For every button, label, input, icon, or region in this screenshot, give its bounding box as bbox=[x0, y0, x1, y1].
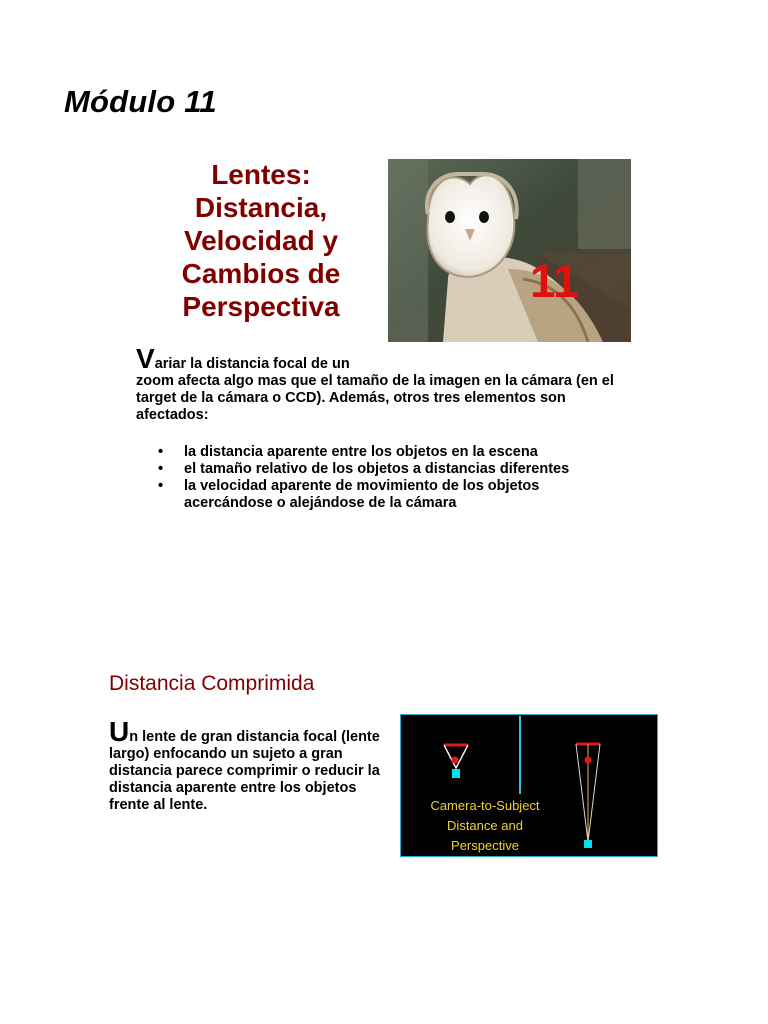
lesson-heading bbox=[162, 158, 360, 323]
section-text: n lente de gran distancia focal (lente largo) enfocando un sujeto a gran distancia parece comprimir o reducir la distancia aparente entre los objetos frente al lente. bbox=[109, 729, 380, 813]
heading-line: Velocidad y bbox=[183, 225, 339, 256]
heading-line: Lentes: bbox=[211, 159, 311, 190]
diagram-caption-line: Distance and bbox=[447, 818, 523, 833]
list-item: • la distancia aparente entre los objetos en la escena bbox=[156, 444, 616, 461]
heading-line: Perspectiva bbox=[182, 291, 340, 322]
intro-first-text: ariar la distancia focal de un bbox=[154, 356, 350, 372]
list-item: • el tamaño relativo de los objetos a distancias diferentes bbox=[156, 461, 616, 478]
heading-line: Cambios de bbox=[181, 258, 341, 289]
dropcap: V bbox=[136, 343, 155, 374]
module-title: Módulo 11 bbox=[64, 84, 217, 119]
diagram-caption-line: Camera-to-Subject bbox=[430, 798, 540, 813]
owl-number-label: 11 bbox=[530, 255, 579, 307]
diagram-caption-line: Perspective bbox=[451, 838, 519, 853]
dropcap: U bbox=[109, 716, 130, 747]
barn-owl-photo-icon bbox=[388, 159, 631, 342]
camera-to-subject-diagram-icon bbox=[400, 714, 658, 857]
list-item: • la velocidad aparente de movimiento de los objetos acercándose o alejándose de la cámara bbox=[156, 478, 616, 512]
intro-first-line bbox=[136, 345, 636, 373]
section-paragraph bbox=[109, 718, 394, 814]
heading-line: Distancia, bbox=[194, 192, 328, 223]
effects-list bbox=[156, 444, 616, 512]
intro-paragraph bbox=[136, 345, 636, 424]
intro-text: zoom afecta algo mas que el tamaño de la imagen en la cámara (en el target de la cámara o CCD). Además, otros tres elementos son afectados: bbox=[136, 373, 614, 423]
section-heading: Distancia Comprimida bbox=[109, 672, 315, 695]
